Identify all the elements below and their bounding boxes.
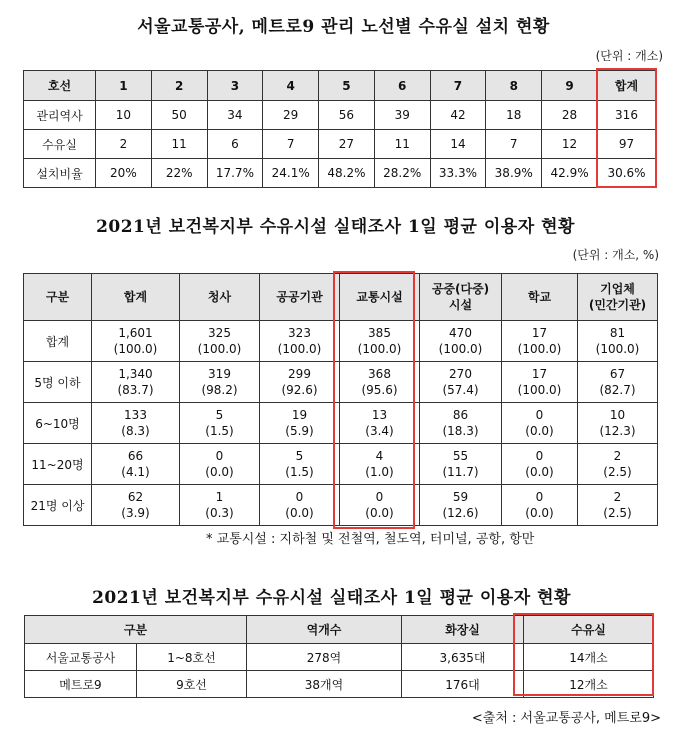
table2-cell: 0 (0.0) bbox=[502, 485, 578, 526]
table3-cell: 메트로9 bbox=[25, 671, 137, 698]
table2-header: 기업체 (민간기관) bbox=[578, 274, 658, 321]
table1-cell: 7 bbox=[263, 130, 319, 159]
table1-header: 6 bbox=[374, 71, 430, 101]
table2-cell: 325 (100.0) bbox=[180, 321, 260, 362]
table2-cell: 86 (18.3) bbox=[420, 403, 502, 444]
table1-cell: 30.6% bbox=[598, 159, 656, 188]
table2-cell: 5 (1.5) bbox=[180, 403, 260, 444]
table-row bbox=[24, 321, 658, 362]
table2-header: 공중(다중) 시설 bbox=[420, 274, 502, 321]
table3-cell: 14개소 bbox=[524, 644, 654, 671]
table2-header: 청사 bbox=[180, 274, 260, 321]
table3-header: 역개수 bbox=[247, 616, 402, 644]
table1-cell: 6 bbox=[207, 130, 263, 159]
table3-cell: 176대 bbox=[402, 671, 524, 698]
table-row bbox=[25, 644, 654, 671]
table1-header: 2 bbox=[151, 71, 207, 101]
table3-cell: 3,635대 bbox=[402, 644, 524, 671]
table2-cell: 55 (11.7) bbox=[420, 444, 502, 485]
table2-cell: 2 (2.5) bbox=[578, 444, 658, 485]
table2-cell: 323 (100.0) bbox=[260, 321, 340, 362]
table2-cell: 81 (100.0) bbox=[578, 321, 658, 362]
table2-note: * 교통시설 : 지하철 및 전철역, 철도역, 터미널, 공항, 항만 bbox=[206, 532, 535, 547]
table2-cell: 133 (8.3) bbox=[92, 403, 180, 444]
table1-title: 서울교통공사, 메트로9 관리 노선별 수유실 설치 현황 bbox=[137, 17, 550, 37]
table1-cell: 7 bbox=[486, 130, 542, 159]
table-row bbox=[24, 485, 658, 526]
table2-cell: 합계 bbox=[24, 321, 92, 362]
table2 bbox=[23, 273, 658, 526]
table2-cell: 17 (100.0) bbox=[502, 362, 578, 403]
table2-cell: 19 (5.9) bbox=[260, 403, 340, 444]
table2-cell: 6~10명 bbox=[24, 403, 92, 444]
table1-cell: 38.9% bbox=[486, 159, 542, 188]
table1-cell: 12 bbox=[542, 130, 598, 159]
table2-header: 교통시설 bbox=[340, 274, 420, 321]
table1-cell: 34 bbox=[207, 101, 263, 130]
table1-header: 5 bbox=[319, 71, 375, 101]
table3-cell: 278역 bbox=[247, 644, 402, 671]
table1-header: 합계 bbox=[598, 71, 656, 101]
table2-cell: 66 (4.1) bbox=[92, 444, 180, 485]
table2-cell: 270 (57.4) bbox=[420, 362, 502, 403]
table1-header: 9 bbox=[542, 71, 598, 101]
table2-cell: 17 (100.0) bbox=[502, 321, 578, 362]
table2-cell: 0 (0.0) bbox=[180, 444, 260, 485]
table2-cell: 2 (2.5) bbox=[578, 485, 658, 526]
table2-unit: (단위 : 개소, %) bbox=[572, 248, 659, 262]
table1-cell: 2 bbox=[96, 130, 152, 159]
table1-header: 4 bbox=[263, 71, 319, 101]
table1-cell: 97 bbox=[598, 130, 656, 159]
table1-cell: 48.2% bbox=[319, 159, 375, 188]
table2-cell: 21명 이상 bbox=[24, 485, 92, 526]
table2-cell: 62 (3.9) bbox=[92, 485, 180, 526]
table2-cell: 1 (0.3) bbox=[180, 485, 260, 526]
table1-unit: (단위 : 개소) bbox=[595, 49, 663, 63]
table-row bbox=[24, 130, 656, 159]
table1-cell: 39 bbox=[374, 101, 430, 130]
table1-header-row bbox=[24, 71, 656, 101]
table1-cell: 42 bbox=[430, 101, 486, 130]
table3-header: 수유실 bbox=[524, 616, 654, 644]
table1-cell: 11 bbox=[374, 130, 430, 159]
table2-cell: 4 (1.0) bbox=[340, 444, 420, 485]
table2-cell: 385 (100.0) bbox=[340, 321, 420, 362]
table3-cell: 1~8호선 bbox=[137, 644, 247, 671]
table1-cell: 18 bbox=[486, 101, 542, 130]
table1-header: 8 bbox=[486, 71, 542, 101]
table2-header: 합계 bbox=[92, 274, 180, 321]
table1-cell: 관리역사 bbox=[24, 101, 96, 130]
table1-cell: 56 bbox=[319, 101, 375, 130]
table1-cell: 24.1% bbox=[263, 159, 319, 188]
table1-cell: 28 bbox=[542, 101, 598, 130]
table3-header: 구분 bbox=[25, 616, 247, 644]
table1-cell: 수유실 bbox=[24, 130, 96, 159]
table1-cell: 22% bbox=[151, 159, 207, 188]
table2-cell: 11~20명 bbox=[24, 444, 92, 485]
table1-cell: 316 bbox=[598, 101, 656, 130]
table1-cell: 50 bbox=[151, 101, 207, 130]
table2-cell: 13 (3.4) bbox=[340, 403, 420, 444]
table2-header: 구분 bbox=[24, 274, 92, 321]
table2-cell: 368 (95.6) bbox=[340, 362, 420, 403]
table1-cell: 20% bbox=[96, 159, 152, 188]
table2-cell: 319 (98.2) bbox=[180, 362, 260, 403]
table1-cell: 28.2% bbox=[374, 159, 430, 188]
table2-cell: 470 (100.0) bbox=[420, 321, 502, 362]
table1-cell: 42.9% bbox=[542, 159, 598, 188]
table-row bbox=[24, 362, 658, 403]
table2-cell: 0 (0.0) bbox=[260, 485, 340, 526]
table2-cell: 10 (12.3) bbox=[578, 403, 658, 444]
table1-header: 3 bbox=[207, 71, 263, 101]
table1-cell: 17.7% bbox=[207, 159, 263, 188]
table1-cell: 33.3% bbox=[430, 159, 486, 188]
table-row bbox=[24, 444, 658, 485]
table3-header: 화장실 bbox=[402, 616, 524, 644]
table-row bbox=[24, 403, 658, 444]
source-note: <출처 : 서울교통공사, 메트로9> bbox=[471, 711, 661, 726]
table2-cell: 0 (0.0) bbox=[502, 403, 578, 444]
table3-cell: 38개역 bbox=[247, 671, 402, 698]
table2-header-row bbox=[24, 274, 658, 321]
table3-cell: 9호선 bbox=[137, 671, 247, 698]
table-row bbox=[24, 101, 656, 130]
table2-cell: 1,340 (83.7) bbox=[92, 362, 180, 403]
table1-cell: 29 bbox=[263, 101, 319, 130]
table-row bbox=[25, 671, 654, 698]
table2-header: 학교 bbox=[502, 274, 578, 321]
table2-cell: 0 (0.0) bbox=[340, 485, 420, 526]
table2-cell: 0 (0.0) bbox=[502, 444, 578, 485]
table2-cell: 59 (12.6) bbox=[420, 485, 502, 526]
table2-cell: 5명 이하 bbox=[24, 362, 92, 403]
table1-header: 7 bbox=[430, 71, 486, 101]
table3-cell: 12개소 bbox=[524, 671, 654, 698]
table3-header-row bbox=[25, 616, 654, 644]
table3 bbox=[24, 615, 654, 698]
table1-cell: 14 bbox=[430, 130, 486, 159]
table-row bbox=[24, 159, 656, 188]
table1-header: 호선 bbox=[24, 71, 96, 101]
table1-cell: 27 bbox=[319, 130, 375, 159]
table3-title: 2021년 보건복지부 수유시설 실태조사 1일 평균 이용자 현황 bbox=[92, 588, 571, 608]
table1-cell: 11 bbox=[151, 130, 207, 159]
table1-cell: 설치비율 bbox=[24, 159, 96, 188]
table2-cell: 299 (92.6) bbox=[260, 362, 340, 403]
table2-cell: 67 (82.7) bbox=[578, 362, 658, 403]
table1-cell: 10 bbox=[96, 101, 152, 130]
table1 bbox=[23, 70, 656, 188]
table3-cell: 서울교통공사 bbox=[25, 644, 137, 671]
table2-cell: 5 (1.5) bbox=[260, 444, 340, 485]
table2-cell: 1,601 (100.0) bbox=[92, 321, 180, 362]
table2-title: 2021년 보건복지부 수유시설 실태조사 1일 평균 이용자 현황 bbox=[96, 217, 575, 237]
table2-header: 공공기관 bbox=[260, 274, 340, 321]
table1-header: 1 bbox=[96, 71, 152, 101]
